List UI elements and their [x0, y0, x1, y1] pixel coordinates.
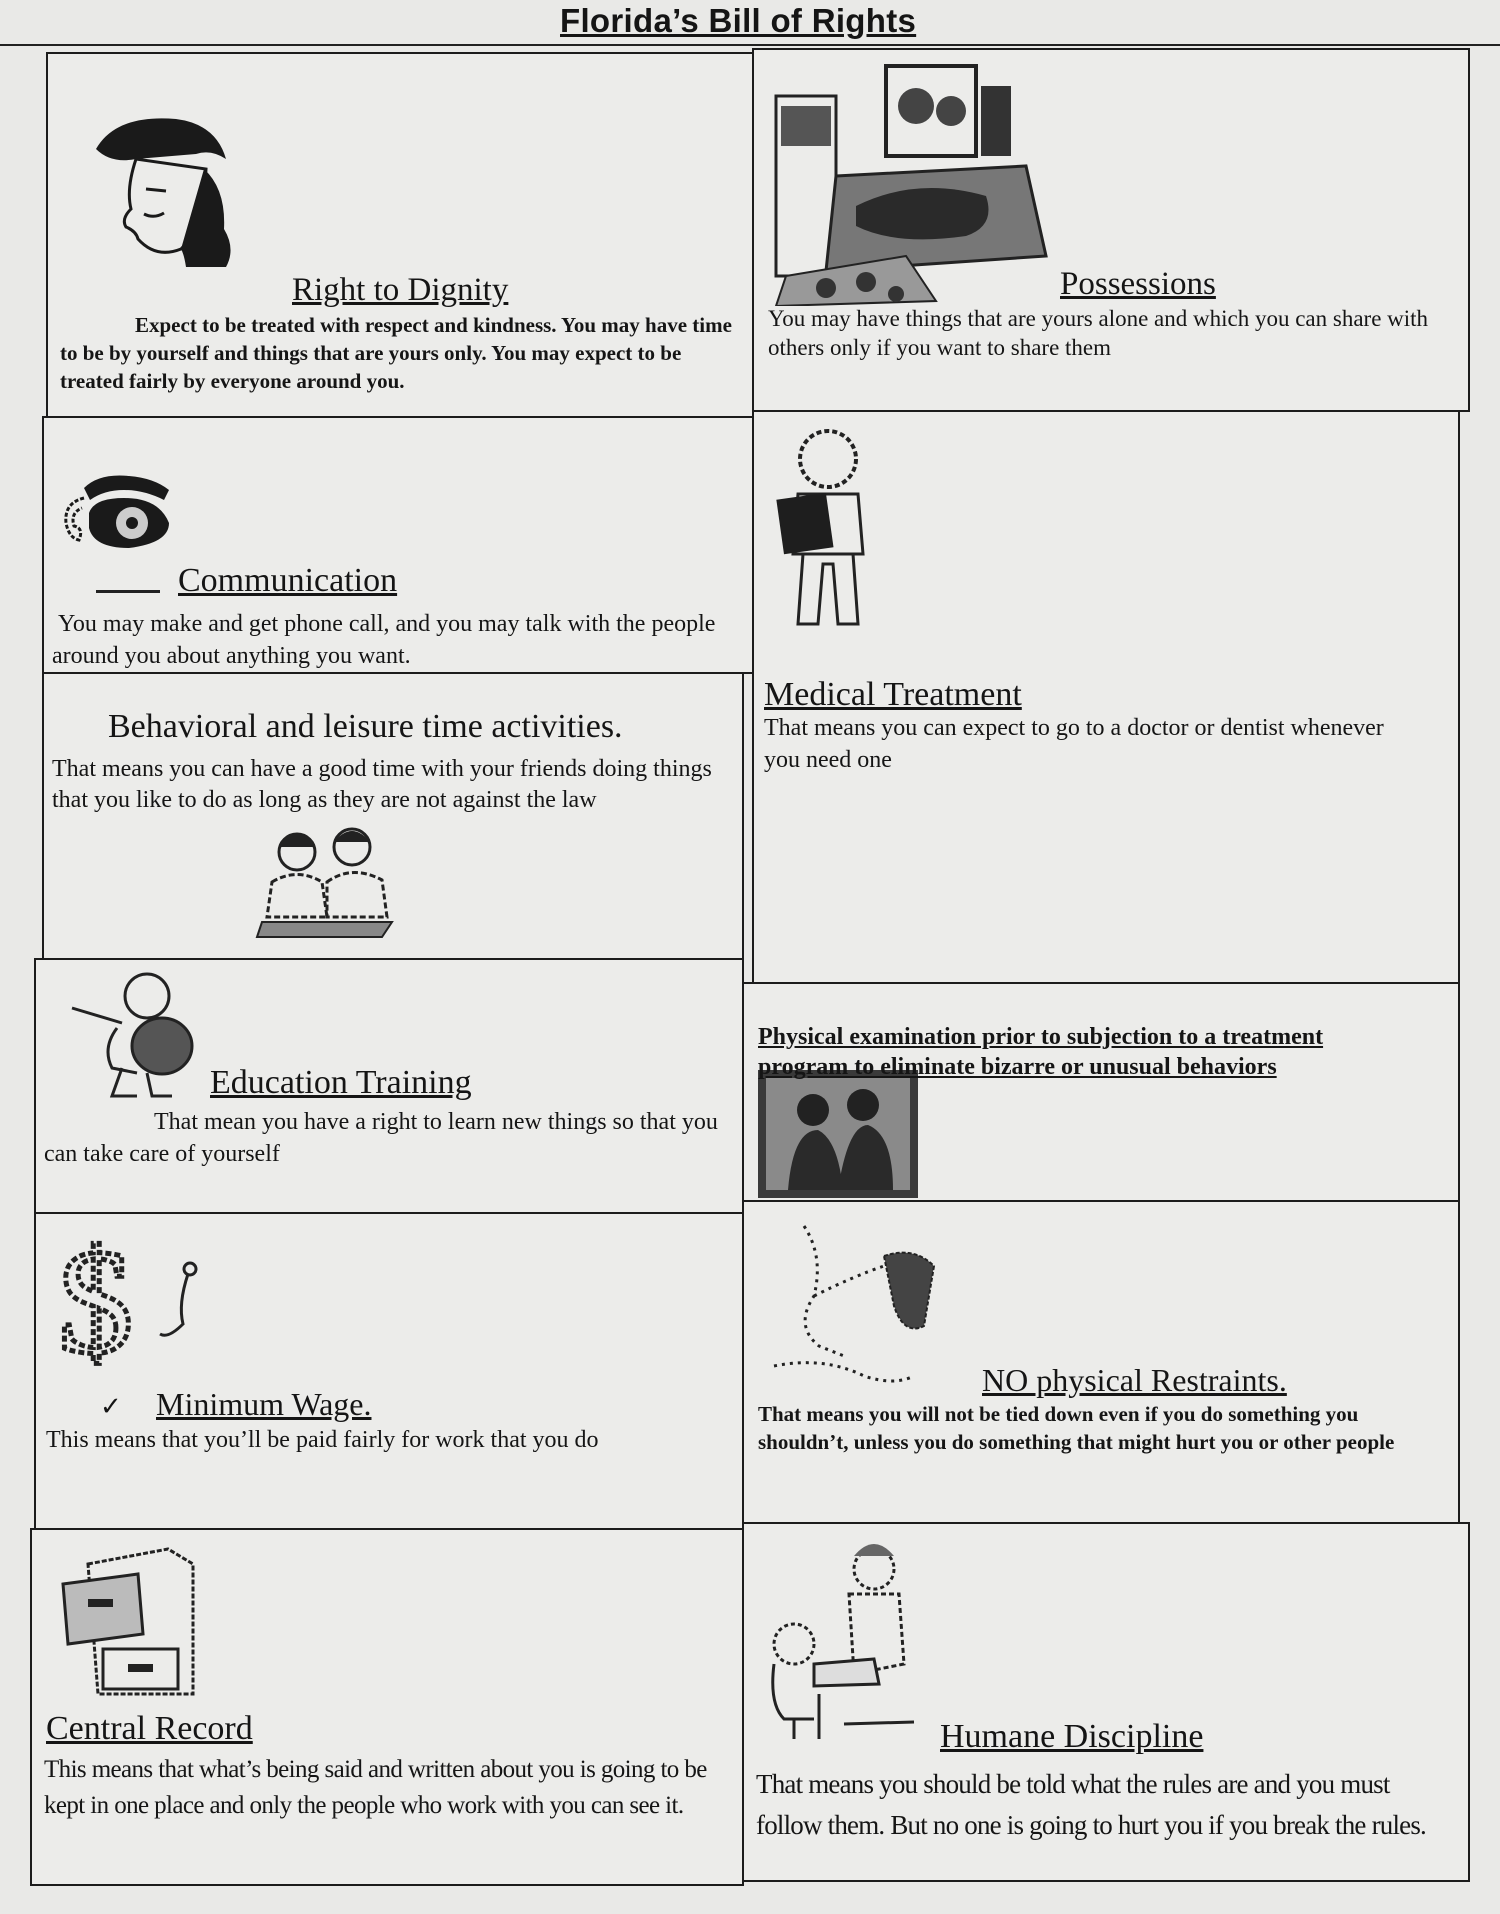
friends-reading-illustration [252, 822, 402, 942]
cell-central-record [30, 1528, 744, 1886]
title-rule [0, 44, 1500, 46]
cell-humane-discipline [742, 1522, 1470, 1882]
text-education-training: That mean you have a right to learn new things so that you can take care of yourself [44, 1109, 718, 1167]
heading-education-training: Education Training [210, 1064, 472, 1101]
cell-physical-examination [742, 982, 1460, 1202]
dash-mark [96, 590, 160, 593]
cell-physical-restraints [742, 1200, 1460, 1526]
text-physical-restraints: That means you will not be tied down even if you do something you shouldn’t, unless you do something that might hurt you or other people [758, 1402, 1395, 1454]
cell-minimum-wage [34, 1212, 744, 1532]
heading-medical-treatment: Medical Treatment [764, 676, 1022, 713]
restraint-illustration [764, 1216, 964, 1396]
cell-medical-treatment [752, 410, 1460, 984]
rotary-phone-illustration [54, 468, 194, 558]
student-illustration [62, 968, 212, 1098]
heading-possessions: Possessions [1060, 266, 1216, 302]
text-communication: You may make and get phone call, and you may talk with the people around you about anything you want. [52, 611, 716, 669]
heading-right-to-dignity: Right to Dignity [292, 272, 509, 308]
heading-central-record: Central Record [46, 1710, 253, 1747]
cell-education-training [34, 958, 744, 1214]
heading-physical-restraints: NO physical Restraints. [982, 1362, 1287, 1398]
man-with-hat-illustration [76, 109, 246, 269]
svg-text:$: $ [58, 1234, 133, 1384]
teacher-student-illustration [754, 1534, 944, 1744]
cell-behavioral-leisure [42, 672, 744, 962]
heading-behavioral-leisure: Behavioral and leisure time activities. [108, 708, 623, 745]
file-cabinet-illustration [58, 1544, 208, 1704]
heading-minimum-wage: Minimum Wage. [156, 1386, 372, 1422]
cell-communication [42, 416, 754, 674]
person-with-bag-illustration [768, 424, 888, 634]
check-mark: ✓ [100, 1392, 122, 1421]
heading-humane-discipline: Humane Discipline [940, 1718, 1204, 1755]
text-medical-treatment: That means you can expect to go to a doctor or dentist whenever you need one [764, 715, 1384, 773]
doctor-patient-illustration [758, 1070, 918, 1198]
heading-physical-examination: Physical examination prior to subjection to a treatment program to eliminate bizarre or unusual behaviors [758, 1024, 1324, 1080]
text-humane-discipline: That means you should be told what the rules are and you must follow them. But no one is going to hurt you if you break the rules. [756, 1769, 1426, 1840]
text-possessions: You may have things that are yours alone and which you can share with others only if you want to share them [768, 306, 1429, 360]
heading-communication: Communication [178, 562, 398, 599]
document-title: Florida’s Bill of Rights [560, 2, 917, 39]
text-behavioral-leisure: That means you can have a good time with your friends doing things that you like to do as long as they are not against the law [52, 756, 712, 813]
cell-possessions [752, 48, 1470, 412]
text-central-record: This means that what’s being said and written about you is going to be kept in one place and only the people who work with you can see it. [44, 1756, 707, 1819]
text-right-to-dignity: Expect to be treated with respect and kindness. You may have time to be by yourself and things that are yours only. You may expect to be treated fairly by everyone around you. [60, 313, 732, 393]
text-minimum-wage: This means that you’ll be paid fairly for work that you do [46, 1427, 599, 1453]
dollar-sign-illustration [48, 1234, 218, 1384]
cell-right-to-dignity [46, 52, 754, 418]
kitchen-illustration [766, 56, 1066, 306]
